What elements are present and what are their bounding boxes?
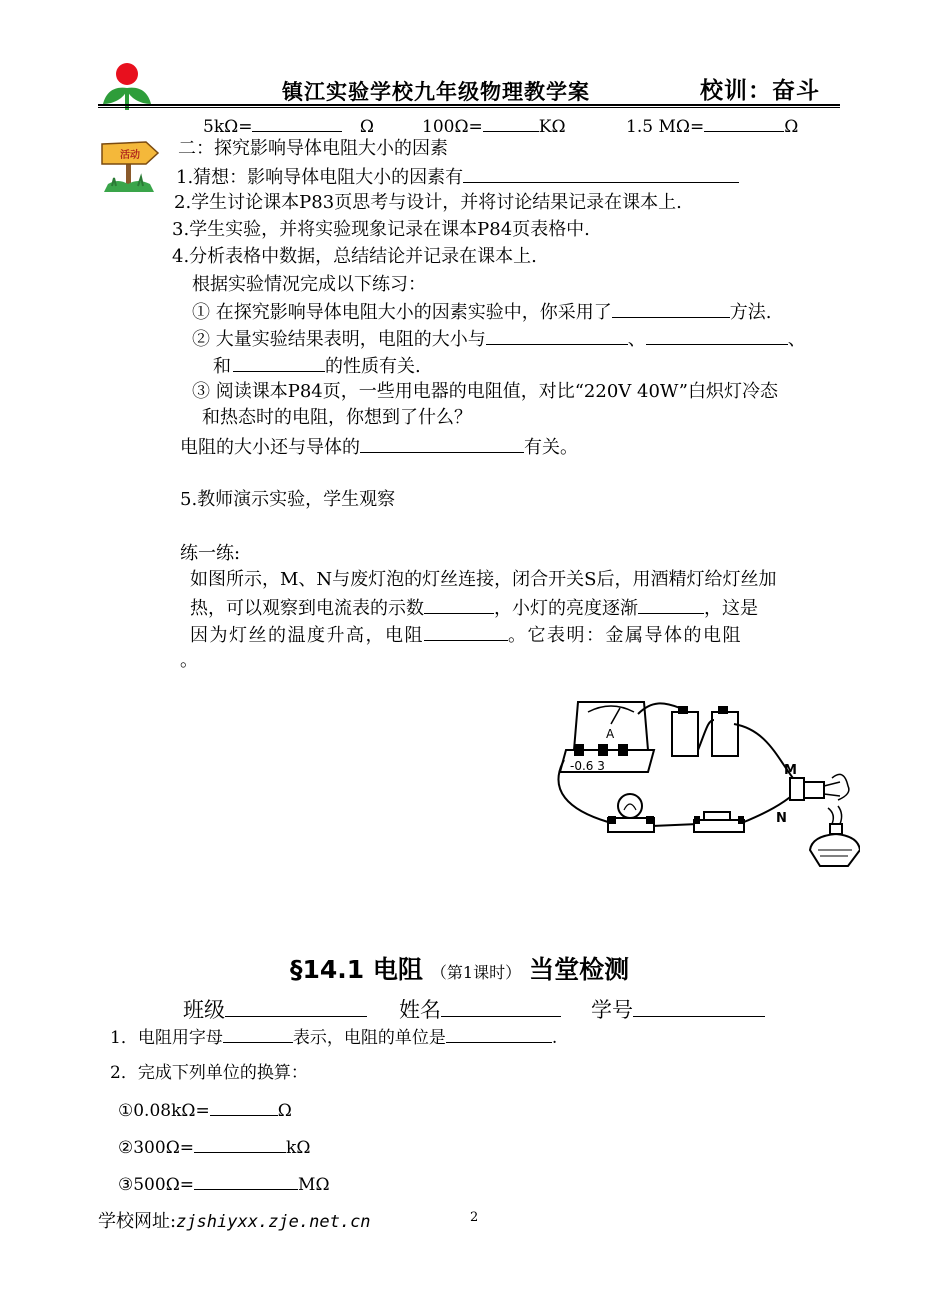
blank bbox=[638, 595, 704, 614]
blank bbox=[424, 622, 508, 641]
question-1-text: ① 在探究影响导体电阻大小的因素实验中，你采用了 bbox=[192, 302, 612, 323]
check-conversion-3 bbox=[118, 1171, 330, 1196]
question-3-answer-text: 电阻的大小还与导体的 bbox=[180, 437, 360, 458]
practice-line-4: 。 bbox=[180, 650, 198, 671]
check-conversion-1-b: Ω bbox=[277, 1101, 292, 1121]
student-id-blank bbox=[633, 995, 765, 1017]
footer-url: zjshiyxx.zje.net.cn bbox=[176, 1212, 371, 1232]
blank bbox=[424, 595, 494, 614]
blank bbox=[233, 353, 325, 372]
school-motto: 校训：奋斗 bbox=[700, 78, 820, 104]
blank bbox=[446, 1024, 552, 1043]
check-conversion-2-b: kΩ bbox=[286, 1138, 311, 1158]
ammeter-scale: -0.6 3 bbox=[570, 759, 605, 773]
step-3: 3.学生实验，并将实验现象记录在课本P84页表格中. bbox=[172, 219, 590, 240]
practice-title: 练一练: bbox=[180, 543, 241, 564]
student-id-field bbox=[591, 994, 765, 1024]
separator: 、 bbox=[787, 329, 806, 350]
school-title: 镇江实验学校九年级物理教学案 bbox=[282, 80, 590, 104]
question-2-end: 的性质有关. bbox=[325, 356, 421, 377]
check-conversion-3-b: MΩ bbox=[298, 1175, 330, 1195]
header-rule bbox=[98, 104, 840, 106]
switch-base bbox=[694, 820, 744, 832]
check-question-2: 2．完成下列单位的换算： bbox=[110, 1063, 308, 1083]
practice-line-2 bbox=[190, 595, 758, 621]
blank bbox=[252, 113, 342, 132]
step-4: 4.分析表格中数据，总结结论并记录在课本上. bbox=[172, 246, 537, 267]
ammeter-label: A bbox=[606, 727, 615, 741]
blank bbox=[612, 299, 730, 318]
question-3-answer-end: 有关。 bbox=[524, 437, 578, 458]
check-question-1-a: 1．电阻用字母 bbox=[110, 1028, 223, 1048]
check-title-end: 当堂检测 bbox=[529, 955, 630, 984]
practice-line-3 bbox=[190, 622, 742, 648]
lamp-bulb bbox=[618, 794, 642, 818]
name-field bbox=[399, 994, 561, 1024]
circuit-diagram bbox=[548, 690, 860, 882]
check-conversion-1-a: ①0.08kΩ= bbox=[118, 1101, 210, 1121]
step-1-text: 1.猜想：影响导体电阻大小的因素有 bbox=[176, 167, 464, 188]
check-title-lesson: （第1课时） bbox=[430, 963, 522, 982]
step-2: 2.学生讨论课本P83页思考与设计，并将讨论结果记录在课本上. bbox=[174, 192, 682, 213]
ammeter-body bbox=[574, 702, 648, 750]
question-2-and: 和 bbox=[213, 356, 231, 377]
conversion-1-unit: Ω bbox=[359, 117, 374, 137]
conversion-1-left: 5kΩ= bbox=[203, 117, 253, 137]
step-5: 5.教师演示实验，学生观察 bbox=[180, 489, 396, 510]
blank bbox=[463, 164, 739, 183]
battery-2 bbox=[712, 712, 738, 756]
label-m: M bbox=[784, 763, 797, 778]
conversion-item-1 bbox=[203, 113, 374, 138]
question-3-answer bbox=[180, 434, 578, 460]
conversion-item-3 bbox=[626, 113, 798, 138]
practice-line-2-c: ，这是 bbox=[704, 598, 758, 619]
conversion-3-left: 1.5 MΩ= bbox=[626, 117, 705, 137]
blank bbox=[223, 1024, 293, 1043]
class-field bbox=[183, 994, 367, 1024]
label-n: N bbox=[776, 811, 787, 826]
conversion-3-unit: Ω bbox=[784, 117, 799, 137]
conversion-item-2 bbox=[422, 113, 566, 138]
question-2-text: ② 大量实验结果表明，电阻的大小与 bbox=[192, 329, 486, 350]
question-1-end: 方法. bbox=[729, 302, 772, 323]
student-id-label: 学号 bbox=[591, 998, 633, 1022]
practice-line-2-a: 热，可以观察到电流表的示数 bbox=[190, 598, 424, 619]
check-section-title bbox=[290, 950, 629, 986]
check-question-1-c: . bbox=[551, 1028, 558, 1048]
check-conversion-1 bbox=[118, 1097, 292, 1122]
class-label: 班级 bbox=[183, 998, 225, 1022]
question-2 bbox=[192, 326, 806, 352]
check-conversion-3-a: ③500Ω= bbox=[118, 1175, 195, 1195]
footer-url-label: 学校网址: bbox=[98, 1211, 177, 1232]
question-3-line-1: ③ 阅读课本P84页，一些用电器的电阻值，对比“220V 40W”白炽灯冷态 bbox=[192, 381, 778, 402]
practice-line-3-a: 因为灯丝的温度升高，电阻 bbox=[190, 625, 424, 646]
blank bbox=[704, 113, 784, 132]
conversion-2-unit: KΩ bbox=[538, 117, 566, 137]
blank bbox=[194, 1171, 298, 1190]
svg-text:活动: 活动 bbox=[120, 150, 140, 161]
name-blank bbox=[441, 995, 561, 1017]
check-conversion-2-a: ②300Ω= bbox=[118, 1138, 195, 1158]
question-2-line-2 bbox=[213, 353, 421, 379]
conversion-2-left: 100Ω= bbox=[422, 117, 483, 137]
footer-website bbox=[98, 1210, 371, 1234]
check-conversion-2 bbox=[118, 1134, 310, 1159]
practice-line-2-b: ，小灯的亮度逐渐 bbox=[494, 598, 638, 619]
blank bbox=[194, 1134, 286, 1153]
page-number: 2 bbox=[470, 1210, 479, 1225]
name-label: 姓名 bbox=[399, 998, 441, 1022]
blank bbox=[483, 113, 539, 132]
practice-intro: 根据实验情况完成以下练习： bbox=[192, 274, 426, 295]
check-question-1 bbox=[110, 1024, 557, 1049]
blank bbox=[360, 434, 524, 453]
activity-signpost-icon bbox=[98, 138, 162, 196]
question-1 bbox=[192, 299, 771, 325]
question-3-line-2: 和热态时的电阻，你想到了什么？ bbox=[202, 407, 472, 428]
step-1 bbox=[176, 164, 739, 190]
section-2-heading: 二：探究影响导体电阻大小的因素 bbox=[178, 138, 448, 159]
battery-1 bbox=[672, 712, 698, 756]
blank bbox=[486, 326, 628, 345]
practice-line-3-b: 。它表明：金属导体的电阻 bbox=[508, 625, 742, 646]
blank bbox=[646, 326, 788, 345]
separator: 、 bbox=[627, 329, 646, 350]
blank bbox=[210, 1097, 278, 1116]
class-blank bbox=[225, 995, 367, 1017]
practice-line-1: 如图所示，M、N与废灯泡的灯丝连接，闭合开关S后，用酒精灯给灯丝加 bbox=[190, 569, 777, 590]
header-rule-thin bbox=[98, 107, 840, 108]
check-question-1-b: 表示，电阻的单位是 bbox=[292, 1028, 446, 1048]
check-title-main: §14.1 电阻 bbox=[290, 955, 423, 984]
